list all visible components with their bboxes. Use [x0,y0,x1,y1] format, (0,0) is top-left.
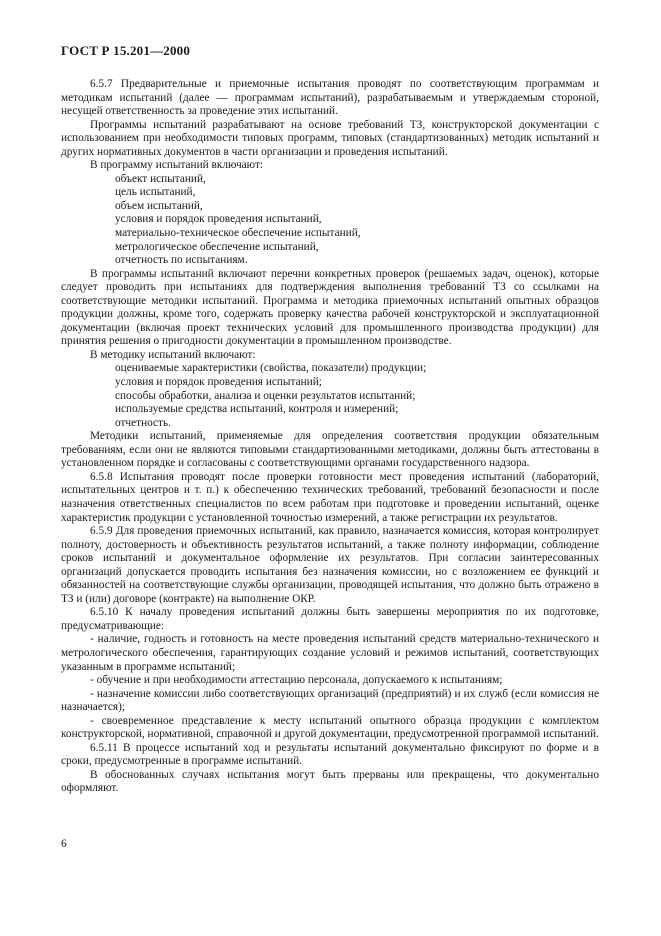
dash-item: - назначение комиссии либо соответствующих организаций (предприятий) и их служб (если комиссия не назначается); [61,687,599,714]
dash-item: - своевременное представление к месту испытаний опытного образца продукции с комплектом конструкторской, нормативной, справочной и другой документации, предусмотренной программой испытаний. [61,714,599,741]
dash-item: - наличие, годность и готовность на месте проведения испытаний средств материально-технического и метрологического обеспечения, гарантирующих создание условий и режимов испытаний, соответствующих указанным в программе испытаний; [61,633,599,673]
paragraph-6-5-10: 6.5.10 К началу проведения испытаний должны быть завершены мероприятия по их подготовке, предусматривающие: [61,606,599,632]
paragraph: В методику испытаний включают: [90,348,256,361]
paragraph: В обоснованных случаях испытания могут быть прерваны или прекращены, что документально оформляют. [61,768,599,795]
list-item: цель испытаний, [115,186,196,199]
list-item: условия и порядок проведения испытаний, [115,213,322,226]
paragraph-6-5-7: 6.5.7 Предварительные и приемочные испытания проводят по соответствующим программам и методикам испытаний (далее — программам испытаний), разрабатываемым и утверждаемым стороной, несущей ответственность за проведение этих испытаний. [61,78,599,118]
list-item: отчетность по испытаниям. [115,254,248,267]
list-item: отчетность. [115,416,171,429]
list-item: объект испытаний, [115,172,206,185]
list-item: способы обработки, анализа и оценки результатов испытаний; [115,389,416,402]
dash-item: - обучение и при необходимости аттестацию персонала, допускаемого к испытаниям; [90,674,503,687]
list-item: оцениваемые характеристики (свойства, показатели) продукции; [115,362,427,375]
paragraph: Программы испытаний разрабатывают на основе требований ТЗ, конструкторской документации с использованием при необходимости типовых программ, типовых (стандартизованных) методик испытаний и других нормативных документов в части организации и проведения испытаний. [61,118,599,158]
list-item: метрологическое обеспечение испытаний, [115,240,319,253]
list-item: материально-техническое обеспечение испытаний, [115,227,361,240]
program-contents-list [61,173,599,268]
list-item: используемые средства испытаний, контроля и измерений; [115,403,399,416]
document-header: ГОСТ Р 15.201—2000 [61,43,191,58]
list-item: условия и порядок проведения испытаний; [115,376,322,389]
paragraph: В программу испытаний включают: [90,159,264,172]
paragraph-6-5-9: 6.5.9 Для проведения приемочных испытаний, как правило, назначается комиссия, которая контролирует полноту, достоверность и объективность результатов испытаний, а также полноту информации, соблюдение сроков испытаний и документальное оформление их результатов. При согласии заинтересованных организаций допускается проводить испытания без назначения комиссии, но с возложением ее функций и обязанностей на соответствующие службы организации, проводящей испытания, что должно быть отражено в ТЗ и (или) договоре (контракте) на выполнение ОКР. [61,525,599,605]
paragraph-6-5-8: 6.5.8 Испытания проводят после проверки готовности мест проведения испытаний (лабораторий, испытательных центров и т. п.) к обеспечению технических требований, требований безопасности и после назначения ответственных специалистов по всем работам при подготовке и проведении испытаний, оценке характеристик продукции с установленной точностью измерений, а также регистрации их результатов. [61,470,599,524]
paragraph-6-5-11: 6.5.11 В процессе испытаний ход и результаты испытаний документально фиксируют по форме и в сроки, предусмотренные в программе испытаний. [61,741,599,768]
paragraph: Методики испытаний, применяемые для определения соответствия продукции обязательным требованиям, если они не являются типовыми стандартизованными методиками, должны быть аттестованы в установленном порядке и согласованы с соответствующими органами государственного надзора. [61,430,599,470]
list-item: объем испытаний, [115,199,203,212]
method-contents-list [61,362,599,430]
paragraph: В программы испытаний включают перечни конкретных проверок (решаемых задач, оценок), которые следует проводить при испытаниях для подтверждения выполнения требований ТЗ со ссылками на соответствующие методики испытаний. Программа и методика приемочных испытаний опытных образцов продукции должны, кроме того, содержать проверку качества рабочей конструкторской и эксплуатационной документации (включая проект технических условий для промышленного производства продукции) для принятия решения о пригодности документации в промышленном производстве. [61,267,599,348]
page-number: 6 [61,838,67,850]
document-body [61,78,599,796]
